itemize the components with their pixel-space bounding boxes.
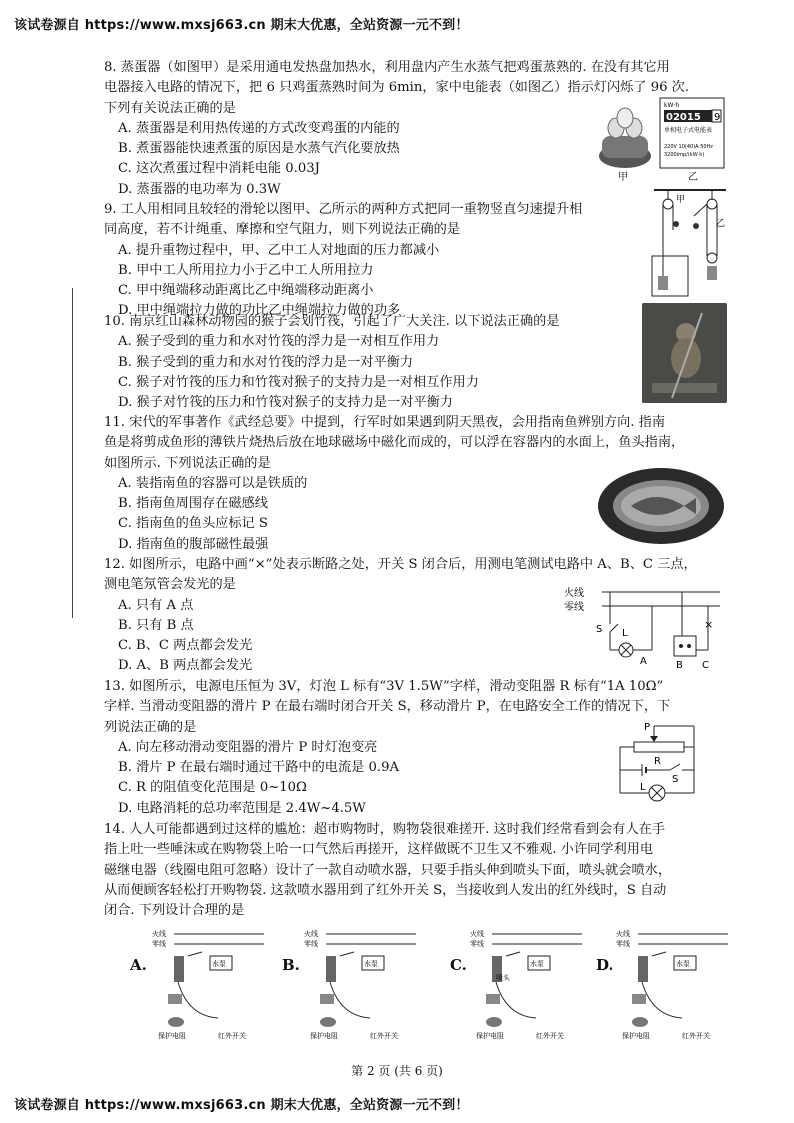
question-stem-line: 12. 如图所示，电路中画“×”处表示断路之处，开关 S 闭合后，用测电笔测试电路中 A、B、C 三点， (104, 557, 697, 572)
lamp-label: L (640, 782, 646, 793)
question-stem-line: 闭合. 下列设计合理的是 (104, 903, 245, 919)
option-c: C. B、C 两点都会发光 (118, 638, 253, 654)
q8-figure (590, 96, 730, 186)
pulley-label-yi: 乙 (716, 219, 726, 229)
question-stem-line: 14. 人人可能都遇到过这样的尴尬：超市购物时，购物袋很难搓开. 这时我们经常看到会有人在手 (104, 822, 666, 837)
pulley-label-jia: 甲 (676, 195, 686, 205)
switch-label: S (596, 624, 603, 635)
south-pointing-fish-photo (596, 466, 726, 546)
page-number-footer: 第 2 页 (共 6 页) (351, 1064, 443, 1078)
neutral-wire-label: 零线 (616, 940, 630, 948)
live-wire-label: 火线 (470, 930, 484, 938)
option-d: D. 甲中绳端拉力做的功比乙中绳端拉力做的功多 (118, 303, 401, 319)
meter-unit: kW·h (664, 102, 680, 109)
margin-binding-line (72, 288, 73, 618)
meter-name: 单相电子式电能表 (664, 127, 713, 134)
live-wire-label: 火线 (152, 930, 166, 938)
option-a: A. 提升重物过程中，甲、乙中工人对地面的压力都减小 (118, 242, 440, 258)
question-9 (104, 200, 724, 322)
source-banner-bottom: 该试卷源自 https://www.mxsj663.cn 期末大优惠，全站资源一元不到！ (14, 1098, 469, 1113)
option-b: B. 滑片 P 在最右端时通过干路中的电流是 0.9A (118, 760, 400, 776)
question-stem-line: 10. 南京红山森林动物园的猴子会划竹筏，引起了广大关注. 以下说法正确的是 (104, 314, 560, 329)
slider-label: P (644, 722, 651, 733)
lamp-label: L (622, 628, 628, 639)
option-c: C. 甲中绳端移动距离比乙中绳端移动距离小 (118, 283, 374, 299)
question-stem-line: 9. 工人用相同且较轻的滑轮以图甲、乙所示的两种方式把同一重物竖直匀速提升相 (104, 202, 583, 217)
question-stem-line: 电器接入电路的情况下，把 6 只鸡蛋蒸熟时间为 6min，家中电能表（如图乙）指示灯闪烁了 96 次. (104, 80, 690, 96)
break-mark: × (704, 618, 714, 631)
protect-resistor-label: 保护电阻 (310, 1032, 338, 1040)
figure-label-jia: 甲 (618, 172, 628, 183)
question-stem-line: 列说法正确的是 (104, 719, 197, 735)
monkey-raft-photo (642, 303, 727, 403)
choice-c-label: C. (450, 956, 467, 974)
neutral-wire-label: 零线 (564, 602, 584, 613)
protect-resistor-label: 保护电阻 (476, 1032, 504, 1040)
neutral-wire-label: 零线 (304, 940, 318, 948)
option-d: D. 猴子对竹筏的压力和竹筏对猴子的支持力是一对平衡力 (118, 395, 453, 411)
option-c: C. 这次煮蛋过程中消耗电能 0.03J (118, 161, 320, 177)
question-stem-line: 磁继电器（线圈电阻可忽略）设计了一款自动喷水器，只要手指头伸到喷头下面，喷头就会喷水， (104, 862, 672, 878)
option-d: D. 指南鱼的腹部磁性最强 (118, 536, 269, 552)
point-b-label: B (676, 660, 683, 670)
pump-label: 水泵 (212, 960, 226, 968)
question-stem-line: 鱼是将剪成鱼形的薄铁片烧热后放在地球磁场中磁化而成的，可以浮在容器内的水面上，鱼头指南， (104, 435, 685, 451)
egg-steamer-image (599, 108, 651, 168)
question-stem-line: 下列有关说法正确的是 (104, 100, 236, 116)
option-c: C. 指南鱼的鱼头应标记 S (118, 516, 268, 532)
neutral-wire-label: 零线 (470, 940, 484, 948)
question-stem-line: 从而便顾客轻松打开购物袋. 这款喷水器用到了红外开关 S，当接收到人发出的红外线时，S 自动 (104, 882, 667, 898)
option-b: B. 猴子受到的重力和水对竹筏的浮力是一对平衡力 (118, 354, 414, 370)
question-stem-line: 指上吐一些唾沫或在购物袋上哈一口气然后再搓开，这样做既不卫生又不雅观. 小许同学利用电 (104, 842, 654, 858)
rheostat-label: R (654, 756, 661, 767)
question-stem-line: 13. 如图所示，电源电压恒为 3V，灯泡 L 标有“3V 1.5W”字样，滑动变阻器 R 标有“1A 10Ω” (104, 679, 664, 694)
option-a: A. 装指南鱼的容器可以是铁质的 (118, 475, 308, 491)
infrared-switch-label: 红外开关 (370, 1032, 398, 1040)
option-c: C. 猴子对竹筏的压力和竹筏对猴子的支持力是一对相互作用力 (118, 374, 479, 390)
choice-a-label: A. (130, 956, 147, 974)
live-wire-label: 火线 (616, 930, 630, 938)
figure-label-yi: 乙 (688, 172, 698, 183)
electric-meter-image (660, 98, 724, 168)
question-stem-line: 如图所示. 下列说法正确的是 (104, 455, 271, 471)
meter-spec-1: 220V 10(40)A 50Hz (664, 144, 713, 150)
option-b: B. 煮蛋器能快速煮蛋的原因是水蒸气汽化要放热 (118, 141, 400, 157)
neutral-wire-label: 零线 (152, 940, 166, 948)
pump-label: 水泵 (676, 960, 690, 968)
live-wire-label: 火线 (564, 588, 584, 599)
meter-digits: 02015 (666, 112, 701, 123)
option-b: B. 指南鱼周围存在磁感线 (118, 496, 268, 512)
question-stem-line: 字样. 当滑动变阻器的滑片 P 在最右端时闭合开关 S，移动滑片 P，在电路安全工作的情况下，下 (104, 699, 671, 715)
q14-diagram-c (466, 926, 586, 1044)
question-stem-line: 11. 宋代的军事著作《武经总要》中提到，行军时如果遇到阴天黑夜，会用指南鱼辨别方向. 指南 (104, 415, 666, 430)
question-stem-line: 测电笔氖管会发光的是 (104, 577, 236, 593)
meter-last-digit: 9 (714, 112, 721, 123)
q14-diagram-a (148, 926, 268, 1044)
option-b: B. 只有 B 点 (118, 617, 194, 633)
option-a: A. 蒸蛋器是利用热传递的方式改变鸡蛋的内能的 (118, 120, 400, 136)
option-b: B. 甲中工人所用拉力小于乙中工人所用拉力 (118, 262, 374, 278)
option-d: D. A、B 两点都会发光 (118, 658, 253, 674)
question-10 (104, 312, 724, 413)
question-stem-line: 8. 蒸蛋器（如图甲）是采用通电发热盘加热水，利用盘内产生水蒸气把鸡蛋蒸熟的. 在没有其它用 (104, 60, 670, 75)
meter-spec-2: 3200imp/(kW·h) (664, 152, 705, 158)
infrared-switch-label: 红外开关 (536, 1032, 564, 1040)
q9-pulley-figure (650, 186, 730, 298)
source-banner-top: 该试卷源自 https://www.mxsj663.cn 期末大优惠，全站资源一元不到！ (14, 18, 469, 33)
q13-circuit-diagram (614, 718, 714, 810)
q14-diagram-d (612, 926, 732, 1044)
infrared-switch-label: 红外开关 (218, 1032, 246, 1040)
choice-b-label: B. (282, 956, 300, 974)
option-a: A. 猴子受到的重力和水对竹筏的浮力是一对相互作用力 (118, 334, 440, 350)
option-a: A. 只有 A 点 (118, 597, 194, 613)
pump-label: 水泵 (364, 960, 378, 968)
point-a-label: A (640, 656, 647, 667)
switch-label: S (672, 774, 679, 785)
infrared-switch-label: 红外开关 (682, 1032, 710, 1040)
live-wire-label: 火线 (304, 930, 318, 938)
protect-resistor-label: 保护电阻 (158, 1032, 186, 1040)
q12-circuit-diagram (562, 584, 722, 670)
question-14 (104, 820, 724, 921)
pump-label: 水泵 (530, 960, 544, 968)
q14-diagram-b (300, 926, 420, 1044)
option-d: D. 蒸蛋器的电功率为 0.3W (118, 181, 281, 197)
spray-label: 喷头 (496, 974, 510, 982)
option-d: D. 电路消耗的总功率范围是 2.4W~4.5W (118, 800, 366, 816)
point-c-label: C (702, 660, 709, 670)
protect-resistor-label: 保护电阻 (622, 1032, 650, 1040)
option-c: C. R 的阻值变化范围是 0~10Ω (118, 780, 307, 796)
option-a: A. 向左移动滑动变阻器的滑片 P 时灯泡变亮 (118, 739, 378, 755)
choice-d-label: D. (596, 956, 614, 974)
question-stem-line: 同高度，若不计绳重、摩擦和空气阻力，则下列说法正确的是 (104, 222, 461, 238)
